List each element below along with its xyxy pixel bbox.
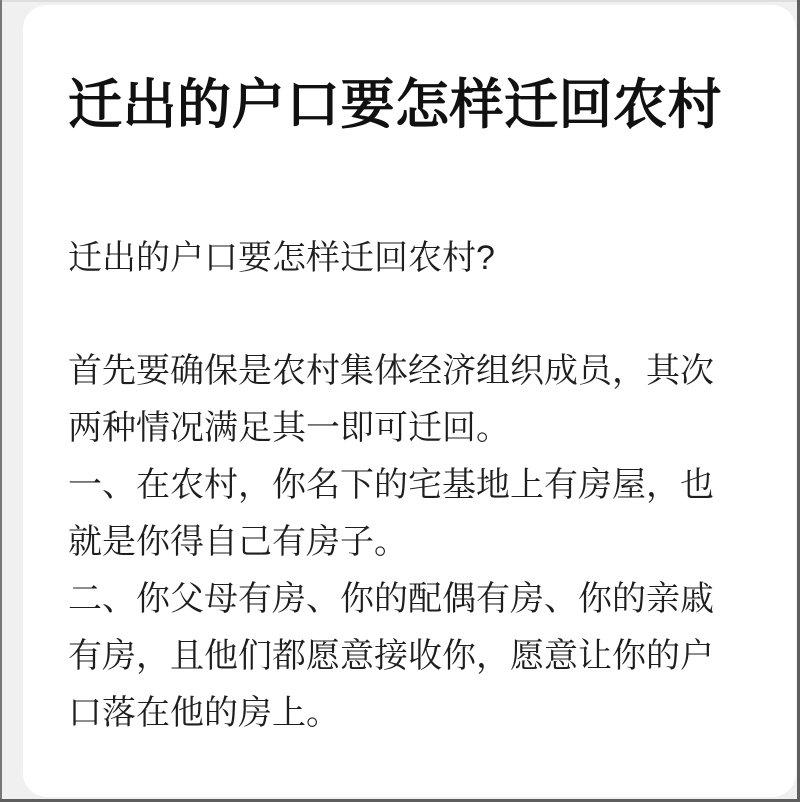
content-card — [23, 5, 796, 797]
frame-edge-top — [0, 0, 800, 2]
list-item-one-line: 一、在农村，你名下的宅基地上有房屋，也 — [68, 466, 714, 504]
list-item-one-line: 就是你得自己有房子。 — [68, 523, 408, 561]
frame-edge-left — [0, 0, 2, 802]
list-item-two-line: 二、你父母有房、你的配偶有房、你的亲戚 — [68, 580, 714, 618]
article-body — [68, 343, 756, 742]
article-title: 迁出的户口要怎样迁回农村 — [68, 75, 722, 135]
paragraph-intro-line: 两种情况满足其一即可迁回。 — [68, 409, 510, 447]
paragraph-intro-line: 首先要确保是农村集体经济组织成员，其次 — [68, 352, 714, 390]
list-item-two-line: 有房，且他们都愿意接收你，愿意让你的户 — [68, 637, 714, 675]
question-line: 迁出的户口要怎样迁回农村? — [68, 239, 495, 277]
list-item-two-line: 口落在他的房上。 — [68, 694, 340, 732]
